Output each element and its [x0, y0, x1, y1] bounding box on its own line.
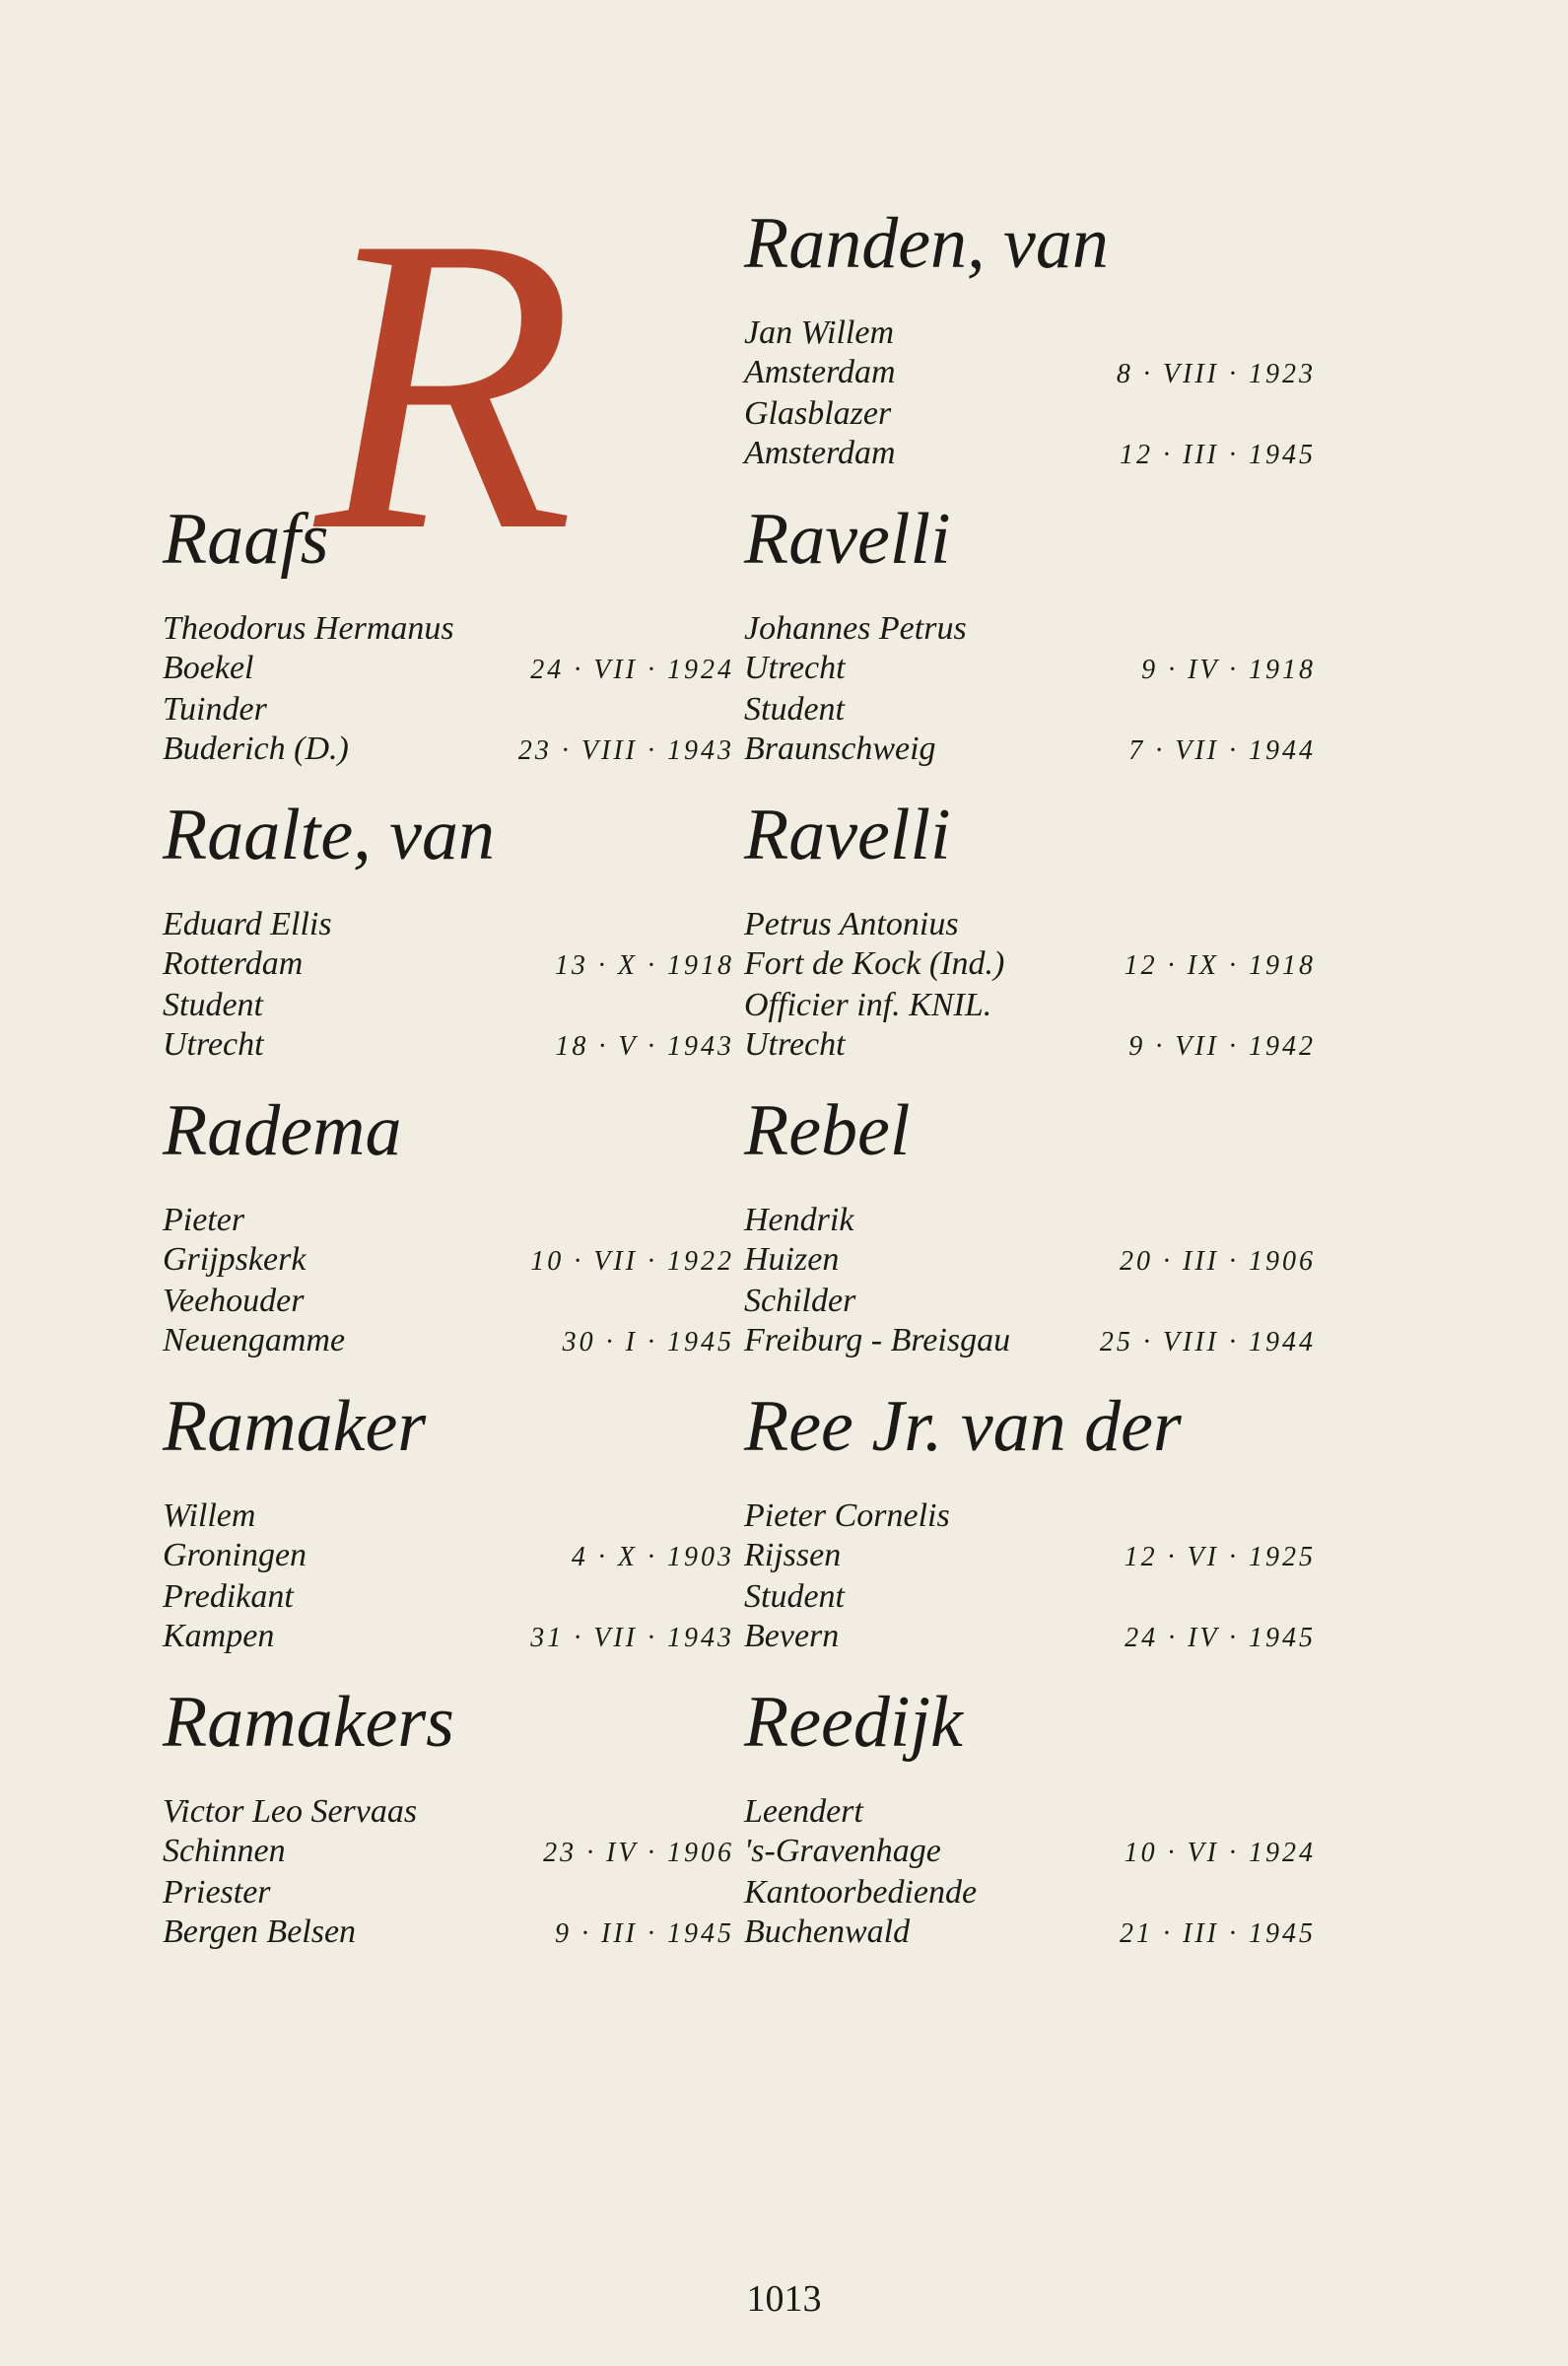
occupation: Veehouder — [163, 1283, 305, 1319]
occupation: Schilder — [744, 1283, 856, 1319]
birth-place: Huizen — [744, 1241, 840, 1278]
death-date: 24 · IV · 1945 — [1125, 1623, 1316, 1653]
entry-surname: Ree Jr. van der — [744, 1386, 1182, 1467]
page-number: 1013 — [746, 2278, 822, 2320]
occupation: Student — [744, 1578, 845, 1615]
birth-date: 4 · X · 1903 — [571, 1542, 734, 1572]
entry-surname: Raalte, van — [163, 795, 496, 875]
birth-place: Schinnen — [163, 1833, 286, 1869]
first-names: Theodorus Hermanus — [163, 610, 454, 647]
entry — [163, 1386, 734, 1658]
death-place: Freiburg - Breisgau — [744, 1322, 1011, 1358]
occupation: Student — [163, 987, 263, 1023]
death-place: Utrecht — [163, 1026, 264, 1063]
death-date: 18 · V · 1943 — [555, 1031, 734, 1062]
birth-date: 9 · IV · 1918 — [1141, 655, 1316, 685]
death-place: Kampen — [163, 1618, 275, 1654]
occupation: Glasblazer — [744, 395, 892, 432]
birth-place: Rijssen — [744, 1537, 842, 1573]
first-names: Eduard Ellis — [163, 906, 332, 942]
birth-date: 23 · IV · 1906 — [543, 1838, 734, 1868]
birth-place: Amsterdam — [744, 354, 896, 390]
birth-date: 20 · III · 1906 — [1120, 1246, 1316, 1277]
first-names: Willem — [163, 1497, 256, 1534]
death-date: 12 · III · 1945 — [1120, 440, 1316, 470]
entry-surname: Radema — [163, 1090, 402, 1171]
birth-place: Boekel — [163, 650, 254, 686]
death-place: Utrecht — [744, 1026, 846, 1063]
entry-surname: Raafs — [163, 499, 329, 580]
occupation: Tuinder — [163, 691, 267, 728]
occupation: Student — [744, 691, 845, 728]
entry — [744, 203, 1316, 475]
first-names: Petrus Antonius — [744, 906, 959, 942]
entry — [744, 1386, 1316, 1658]
first-names: Hendrik — [744, 1202, 854, 1238]
first-names: Victor Leo Servaas — [163, 1793, 418, 1830]
occupation: Predikant — [163, 1578, 294, 1615]
entry-surname: Randen, van — [744, 203, 1109, 284]
first-names: Leendert — [744, 1793, 863, 1830]
first-names: Jan Willem — [744, 314, 895, 351]
entry-surname: Ravelli — [744, 499, 951, 580]
occupation: Kantoorbediende — [744, 1874, 978, 1911]
death-place: Amsterdam — [744, 435, 896, 471]
death-date: 31 · VII · 1943 — [530, 1623, 734, 1653]
birth-date: 10 · VII · 1922 — [530, 1246, 734, 1277]
birth-place: Groningen — [163, 1537, 307, 1573]
birth-date: 10 · VI · 1924 — [1124, 1838, 1316, 1868]
entry — [163, 499, 734, 771]
death-date: 21 · III · 1945 — [1120, 1918, 1316, 1949]
first-names: Johannes Petrus — [744, 610, 967, 647]
death-date: 25 · VIII · 1944 — [1099, 1327, 1316, 1357]
birth-date: 13 · X · 1918 — [554, 950, 734, 981]
entry-surname: Reedijk — [744, 1682, 963, 1763]
death-date: 9 · III · 1945 — [555, 1918, 734, 1949]
entry-surname: Rebel — [744, 1090, 911, 1171]
decorated-initial: R — [315, 150, 575, 619]
birth-date: 12 · IX · 1918 — [1124, 950, 1316, 981]
first-names: Pieter Cornelis — [744, 1497, 950, 1534]
birth-place: Fort de Kock (Ind.) — [744, 945, 1005, 982]
death-date: 30 · I · 1945 — [562, 1327, 734, 1357]
death-place: Bergen Belsen — [163, 1914, 357, 1950]
death-date: 7 · VII · 1944 — [1128, 735, 1316, 766]
birth-place: Rotterdam — [163, 945, 304, 982]
occupation: Priester — [163, 1874, 271, 1911]
birth-place: Grijpskerk — [163, 1241, 307, 1278]
death-date: 23 · VIII · 1943 — [517, 735, 734, 766]
first-names: Pieter — [163, 1202, 245, 1238]
entry-surname: Ravelli — [744, 795, 951, 875]
entry — [163, 1090, 734, 1362]
death-place: Buderich (D.) — [163, 731, 349, 767]
entry-surname: Ramaker — [163, 1386, 427, 1467]
birth-date: 8 · VIII · 1923 — [1116, 359, 1316, 389]
death-place: Neuengamme — [163, 1322, 346, 1358]
death-place: Bevern — [744, 1618, 840, 1654]
birth-place: Utrecht — [744, 650, 846, 686]
entry — [744, 1682, 1316, 1954]
birth-date: 12 · VI · 1925 — [1124, 1542, 1316, 1572]
death-date: 9 · VII · 1942 — [1128, 1031, 1316, 1062]
entry-surname: Ramakers — [163, 1682, 454, 1763]
occupation: Officier inf. KNIL. — [744, 987, 992, 1023]
death-place: Braunschweig — [744, 731, 936, 767]
entry — [744, 1090, 1316, 1362]
entry — [163, 795, 734, 1067]
entry — [163, 1682, 734, 1954]
entry — [744, 795, 1316, 1067]
birth-place: 's-Gravenhage — [744, 1833, 941, 1869]
birth-date: 24 · VII · 1924 — [530, 655, 734, 685]
death-place: Buchenwald — [744, 1914, 911, 1950]
entry — [744, 499, 1316, 771]
